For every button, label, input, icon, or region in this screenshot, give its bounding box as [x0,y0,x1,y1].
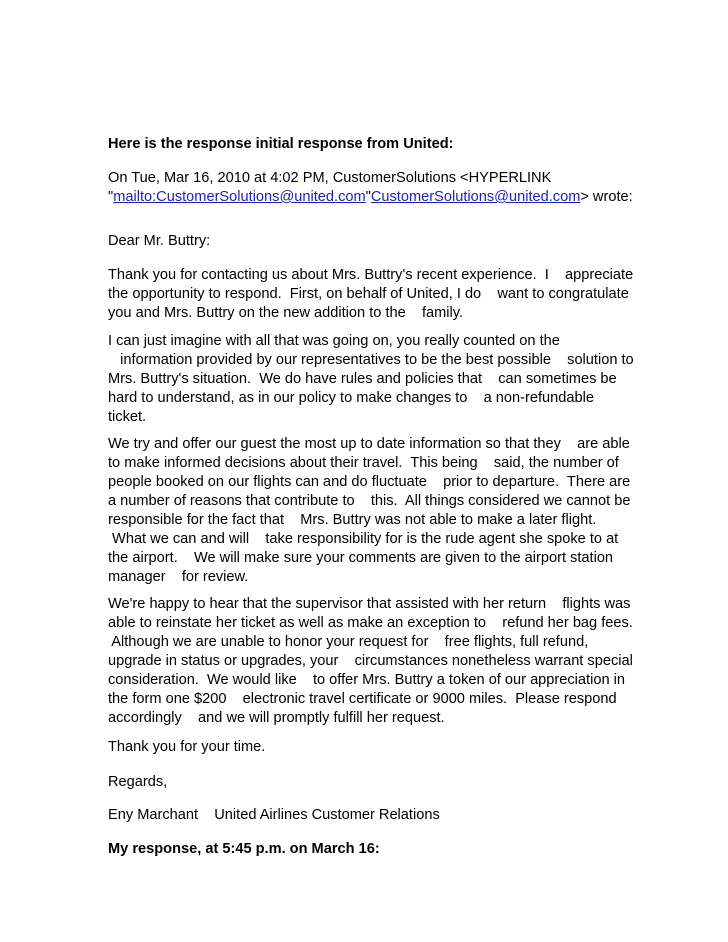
para4-line: Although we are unable to honor your request for free flights, full refund, [108,634,589,650]
wrote-text: > wrote: [580,189,633,205]
email-header-line-1: On Tue, Mar 16, 2010 at 4:02 PM, CustomerSolutions <HYPERLINK [108,170,552,186]
para1-line: you and Mrs. Buttry on the new addition to the family. [108,305,464,321]
para3-line: the airport. We will make sure your comments are given to the airport station [108,550,614,566]
email-header-line-2 [108,188,633,207]
closing-regards: Regards, [108,774,168,790]
para2-line: information provided by our representatives to be the best possible solution to [108,352,634,368]
closing-thanks: Thank you for your time. [108,739,266,755]
para4-line: We're happy to hear that the supervisor that assisted with her return flights was [108,596,631,612]
signature: Eny Marchant United Airlines Customer Relations [108,807,440,823]
para2-line: I can just imagine with all that was going on, you really counted on the [108,333,560,349]
para4-line: consideration. We would like to offer Mrs. Buttry a token of our appreciation in [108,672,625,688]
para3-line: manager for review. [108,569,249,585]
response-heading: My response, at 5:45 p.m. on March 16: [108,841,380,857]
quote-open: " [108,189,114,205]
para4-line: able to reinstate her ticket as well as make an exception to refund her bag fees. [108,615,633,631]
para3-line: responsible for the fact that Mrs. Buttry was not able to make a later flight. [108,512,597,528]
intro-heading: Here is the response initial response from United: [108,136,454,152]
email-link[interactable]: CustomerSolutions@united.com [370,189,581,205]
quote-close: " [365,189,371,205]
para4-line: upgrade in status or upgrades, your circumstances nonetheless warrant special [108,653,633,669]
para2-line: Mrs. Buttry's situation. We do have rules and policies that can sometimes be [108,371,617,387]
para2-line: hard to understand, as in our policy to make changes to a non-refundable [108,390,594,406]
mailto-link[interactable]: mailto:CustomerSolutions@united.com [113,189,366,205]
para3-line: people booked on our flights can and do fluctuate prior to departure. There are [108,474,631,490]
para1-line: the opportunity to respond. First, on behalf of United, I do want to congratulate [108,286,629,302]
salutation: Dear Mr. Buttry: [108,233,211,249]
para1-line: Thank you for contacting us about Mrs. Buttry's recent experience. I appreciate [108,267,634,283]
para3-line: to make informed decisions about their travel. This being said, the number of [108,455,619,471]
para3-line: What we can and will take responsibility for is the rude agent she spoke to at [108,531,619,547]
para4-line: accordingly and we will promptly fulfill her request. [108,710,445,726]
para3-line: We try and offer our guest the most up to date information so that they are able [108,436,630,452]
para2-line: ticket. [108,409,147,425]
para3-line: a number of reasons that contribute to this. All things considered we cannot be [108,493,631,509]
para4-line: the form one $200 electronic travel certificate or 9000 miles. Please respond [108,691,617,707]
